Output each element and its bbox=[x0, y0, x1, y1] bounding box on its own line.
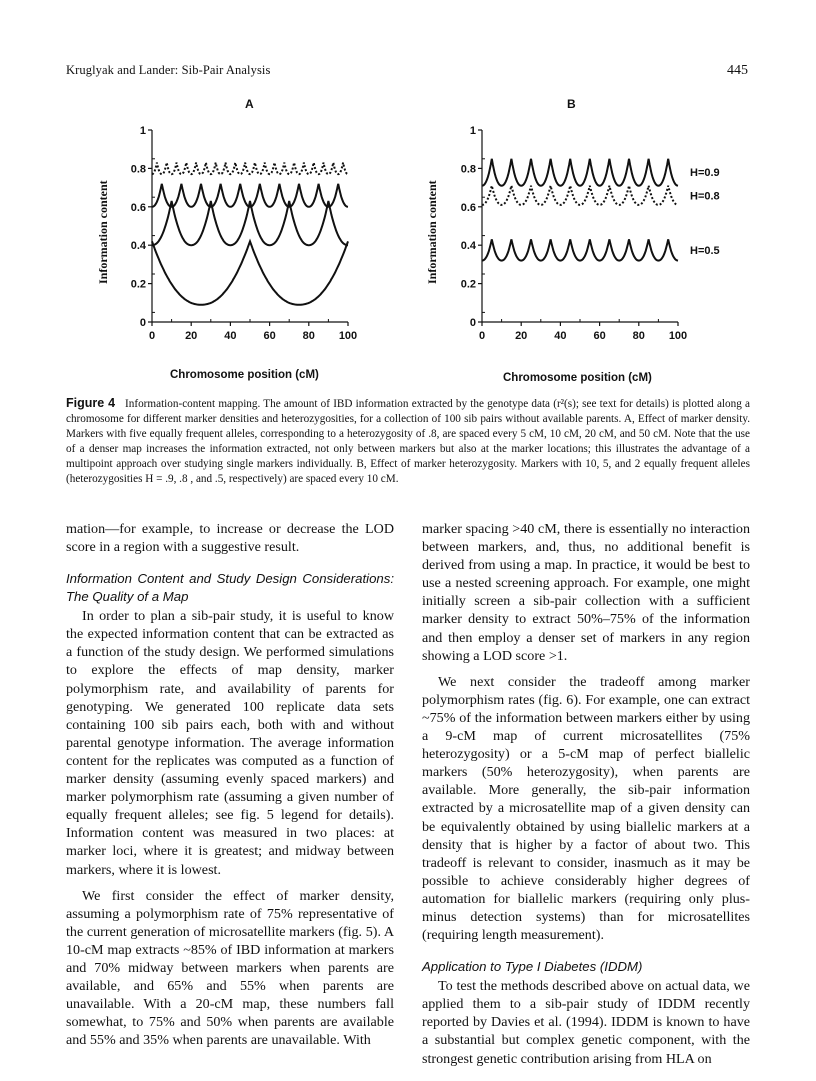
series-label: H=0.5 bbox=[690, 245, 720, 257]
section-heading-iddm: Application to Type I Diabetes (IDDM) bbox=[422, 959, 643, 975]
panel-a-ylabel: Information content bbox=[96, 180, 110, 284]
x-tick-label: 80 bbox=[302, 330, 315, 342]
series-line-h-0-8 bbox=[482, 186, 678, 205]
figure-label: Figure 4 bbox=[66, 396, 116, 410]
x-tick-label: 40 bbox=[224, 330, 237, 342]
y-tick-label: 1 bbox=[139, 125, 146, 137]
x-tick-label: 60 bbox=[263, 330, 276, 342]
left-column bbox=[66, 520, 394, 1049]
right-paragraph-1: We next consider the tradeoff among marker polymorphism rates (fig. 6). For example, one can extract ~75% of the information between markers either by using a 9-cM map of current microsatellites (75% heterozygosity) or a 5-cM map of perfect biallelic markers (50% heterozygosity), when parents are available. More generally, the sib-pair information extracted by a microsatellite map of a given density can be equivalently obtained by using biallelic markers at a density that is higher by a factor of about two. This tradeoff is relevant to consider, inasmuch as it may be possible to achieve considerably higher degrees of automation for biallelic markers (requiring only plus-minus detection systems) than for microsatellites (requiring length measurement). bbox=[422, 673, 750, 944]
panel-b-ylabel: Information content bbox=[425, 180, 439, 284]
x-tick-label: 100 bbox=[338, 330, 358, 342]
y-tick-label: 0.2 bbox=[460, 278, 476, 291]
page-number: 445 bbox=[727, 63, 748, 78]
left-paragraph-continued: mation—for example, to increase or decrease the LOD score in a region with a suggestive result. bbox=[66, 521, 394, 556]
right-paragraph-continued: marker spacing >40 cM, there is essentially no interaction between markers, and, thus, no additional benefit is derived from using a map. In practice, it would be best to use a nested screening approach. For example, one might initially screen a sib-pair collection with a sufficient marker density to extract 50%–75% of the information and then employ a denser set of markers in any region showing a LOD score >1. bbox=[422, 521, 750, 664]
chart-panel-a bbox=[110, 118, 390, 348]
x-tick-label: 0 bbox=[148, 330, 156, 342]
y-tick-label: 0 bbox=[469, 317, 476, 329]
panel-b-label: B bbox=[567, 97, 576, 111]
left-paragraph-1: In order to plan a sib-pair study, it is useful to know the expected information content that can be extracted as a function of the study design. We performed simulations to explore the effects of map density, marker polymorphism rate, and availability of parents for genotyping. We generated 100 replicate data sets containing 100 sib pairs each, both with and without parental genotype information. The average information content for the replicates was computed as a function of marker density (assuming evenly spaced markers) and marker polymorphism rate (assuming a given number of equally frequent alleles; see fig. 5 legend for details). Information content was measured in two places: at marker loci, where it is greatest; and midway between markers, where it is lowest. bbox=[66, 608, 394, 878]
y-tick-label: 0.2 bbox=[130, 278, 146, 291]
y-tick-label: 0.6 bbox=[130, 201, 146, 214]
y-tick-label: 0.8 bbox=[460, 163, 476, 176]
x-tick-label: 40 bbox=[554, 330, 567, 342]
series-line-h-0-5 bbox=[482, 239, 678, 260]
left-paragraph-2: We first consider the effect of marker density, assuming a polymorphism rate of 75% representative of the current generation of microsatellite markers (fig. 5). A 10-cM map extracts ~85% of IBD information at markers and 70% midway between markers when parents are available, and 65% and 55% when parents are unavailable. With a 20-cM map, these numbers fall somewhat, to 75% and 50% when parents are available and 55% and 35% when parents are unavailable. With bbox=[66, 887, 394, 1049]
chart-panel-b bbox=[440, 118, 770, 348]
series-label: H=0.9 bbox=[690, 167, 720, 180]
y-tick-label: 0.6 bbox=[460, 201, 476, 214]
series-label: H=0.8 bbox=[690, 190, 720, 203]
x-tick-label: 20 bbox=[515, 330, 528, 342]
x-tick-label: 60 bbox=[593, 330, 606, 342]
y-tick-label: 0.8 bbox=[130, 163, 146, 176]
panel-b-xlabel: Chromosome position (cM) bbox=[503, 372, 652, 384]
y-tick-label: 0.4 bbox=[460, 240, 476, 253]
section-heading-information-content: Information Content and Study Design Considerations: The Quality of a Map bbox=[66, 571, 394, 605]
y-tick-label: 0.4 bbox=[130, 240, 146, 253]
right-column bbox=[422, 520, 750, 1068]
x-tick-label: 80 bbox=[632, 330, 645, 342]
x-tick-label: 0 bbox=[478, 330, 486, 342]
running-title: Kruglyak and Lander: Sib-Pair Analysis bbox=[66, 63, 271, 77]
figure-caption bbox=[66, 396, 750, 487]
panel-a-label: A bbox=[245, 97, 254, 111]
y-tick-label: 0 bbox=[139, 317, 146, 329]
y-tick-label: 1 bbox=[469, 125, 476, 137]
caption-text: Information-content mapping. The amount of IBD information extracted by the genotype data (r²(s); see text for details) is plotted along a chromosome for different marker densities and heterozygosities, for a collection of 100 sib pairs without available parents. A, Effect of marker density. Markers with five equally frequent alleles, corresponding to a heterozygosity of .8, are spaced every 5 cM, 10 cM, 20 cM, and 50 cM. Note that the use of a denser map increases the information extracted, not only between markers but also at the marker locations; this illustrates the advantage of a multipoint approach over studying single markers individually. B, Effect of marker heterozygosity. Markers with 10, 5, and 2 equally frequent alleles (heterozygosities H = .9, .8 , and .5, respectively) are spaced every 10 cM. bbox=[66, 398, 750, 485]
series-line-5-cm bbox=[152, 163, 348, 175]
right-paragraph-2: To test the methods described above on actual data, we applied them to a sib-pair study of IDDM recently reported by Davies et al. (1994). IDDM is known to have a substantial but complex genetic component, with the strongest genetic contribution arising from HLA on bbox=[422, 978, 750, 1067]
series-line-50-cm bbox=[152, 241, 348, 304]
panel-a-xlabel: Chromosome position (cM) bbox=[170, 369, 319, 381]
x-tick-label: 20 bbox=[185, 330, 198, 342]
series-line-h-0-9 bbox=[482, 159, 678, 186]
x-tick-label: 100 bbox=[668, 330, 688, 342]
